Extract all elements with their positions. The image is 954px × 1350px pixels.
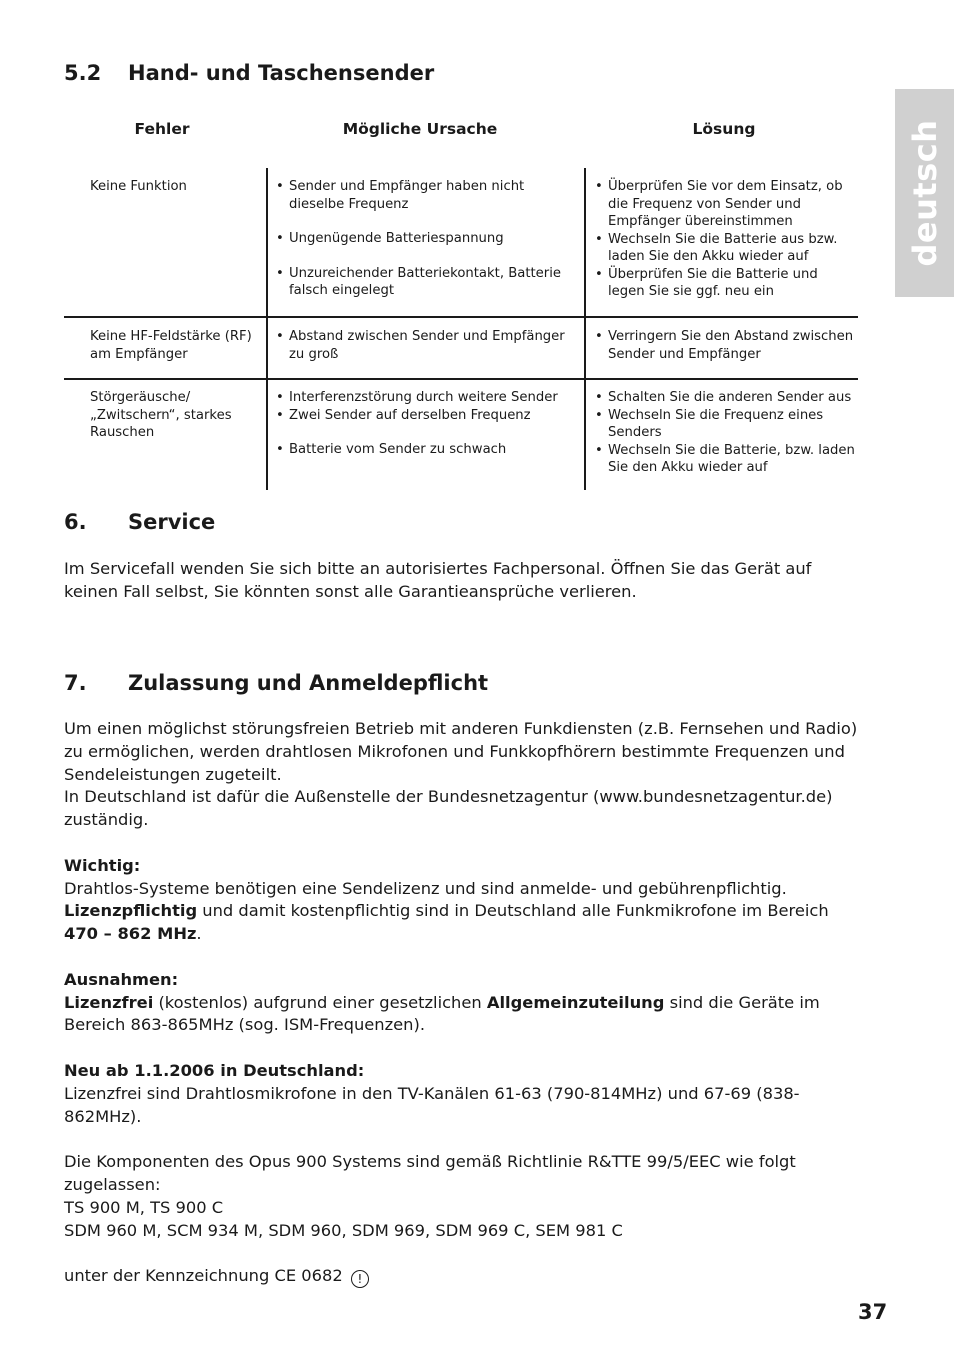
column-divider [266, 168, 268, 490]
table-row-2-causes [276, 328, 566, 363]
lizenz-paragraph [64, 900, 864, 923]
table-row-1-error [90, 178, 260, 196]
lizenz-bold: Lizenzpflichtig [64, 901, 198, 921]
table-row-3-error [90, 389, 260, 442]
section-number: 6. [64, 510, 87, 534]
section-number: 7. [64, 671, 87, 695]
section-heading-5-2 [64, 61, 434, 85]
frei-bold: Lizenzfrei [64, 992, 154, 1012]
section-title: Zulassung und Anmeldepflicht [128, 671, 489, 695]
service-paragraph [64, 558, 864, 604]
section-heading-6 [64, 510, 215, 534]
error-text: Störgeräusche/ [90, 390, 191, 405]
intro-paragraph: Um einen möglichst störungsfreien Betrieb mit anderen Funkdiensten (z.B. Fernsehen und Radio) zu ermöglichen, werden drahtlosen Mikrofonen und Funkkopfhörern bestimmte Frequenzen und Sendeleistungen zugeteilt. [64, 719, 858, 784]
cause-item: • Batterie vom Sender zu schwach [276, 441, 566, 459]
komponenten-line: Die Komponenten des Opus 900 Systems sind gemäß Richtlinie R&TTE 99/5/EEC wie folgt zugelassen: [64, 1152, 796, 1194]
table-row-1-causes [276, 178, 566, 300]
section-heading-7 [64, 671, 488, 695]
table-row-2-solutions [595, 328, 857, 363]
section-number: 5.2 [64, 61, 102, 85]
frei-text: (kostenlos) aufgrund einer gesetzlichen [153, 992, 487, 1012]
error-text: Rauschen [90, 425, 155, 440]
page-number: 37 [858, 1300, 888, 1324]
wichtig-text: Drahtlos-Systeme benötigen eine Sendelizenz und sind anmelde- und gebührenpflichtig. [64, 878, 787, 898]
lizenz-text: und damit kostenpflichtig sind in Deutschland alle Funkmikrofone im Bereich [197, 901, 829, 921]
solution-item: • Überprüfen Sie die Batterie und legen Sie sie ggf. neu ein [595, 266, 857, 301]
row-divider [64, 378, 858, 380]
language-tab [895, 89, 954, 297]
cause-item: • Interferenzstörung durch weitere Sender [276, 389, 566, 407]
solution-item: • Wechseln Sie die Frequenz eines Senders [595, 407, 857, 442]
column-divider [584, 168, 586, 490]
error-text: „Zwitschern“, starkes [90, 407, 232, 423]
wichtig-label: Wichtig: [64, 855, 141, 875]
error-text: Keine HF-Feldstärke (RF) [90, 329, 252, 344]
section-title: Hand- und Taschensender [128, 61, 435, 85]
table-row-3-causes [276, 389, 566, 459]
ce-paragraph [64, 1265, 864, 1288]
section-title: Service [128, 510, 216, 534]
table-header-loesung: Lösung [692, 120, 756, 138]
table-row-2-error [90, 328, 260, 363]
table-header-fehler: Fehler [134, 120, 190, 138]
frei-text: sind die Geräte im Bereich 863-865MHz (sog. ISM-Frequenzen). [64, 992, 820, 1035]
solution-item: • Verringern Sie den Abstand zwischen Sender und Empfänger [595, 328, 857, 363]
cause-item: • Zwei Sender auf derselben Frequenz [276, 407, 566, 425]
solution-item: • Wechseln Sie die Batterie aus bzw. laden Sie den Akku wieder auf [595, 231, 857, 266]
komponenten-line: SDM 960 M, SCM 934 M, SDM 960, SDM 969, SDM 969 C, SEM 981 C [64, 1220, 623, 1240]
language-tab-label: deutsch [905, 119, 944, 267]
range-end: . [196, 924, 202, 944]
error-text: am Empfänger [90, 346, 188, 362]
table-row-3-solutions [595, 389, 857, 477]
cause-item: • Ungenügende Batteriespannung [276, 230, 566, 248]
cause-item: • Sender und Empfänger haben nicht dieselbe Frequenz [276, 178, 566, 213]
solution-item: • Schalten Sie die anderen Sender aus [595, 389, 857, 407]
cause-item: • Unzureichender Batteriekontakt, Batterie falsch eingelegt [276, 265, 566, 300]
solution-item: • Überprüfen Sie vor dem Einsatz, ob die Frequenz von Sender und Empfänger übereinstimmen [595, 178, 857, 231]
service-text: Im Servicefall wenden Sie sich bitte an autorisiertes Fachpersonal. Öffnen Sie das Gerät auf keinen Fall selbst, Sie könnten sonst alle Garantieansprüche verlieren. [64, 559, 812, 601]
table-row-1-solutions [595, 178, 857, 301]
germany-paragraph: In Deutschland ist dafür die Außenstelle der Bundesnetzagentur (www.bundesnetzagentur.de) zuständig. [64, 787, 833, 830]
alert-circle-icon: ! [351, 1270, 369, 1288]
ce-text: unter der Kennzeichnung CE 0682 [64, 1266, 343, 1286]
ausnahmen-label: Ausnahmen: [64, 969, 179, 989]
ausnahmen-paragraph [64, 992, 864, 1038]
row-divider [64, 316, 858, 318]
range-paragraph [64, 923, 864, 946]
range-bold: 470 – 862 MHz [64, 924, 197, 944]
neu-label: Neu ab 1.1.2006 in Deutschland: [64, 1060, 365, 1080]
error-text: Keine Funktion [90, 179, 187, 194]
cause-item: • Abstand zwischen Sender und Empfänger zu groß [276, 328, 566, 363]
solution-item: • Wechseln Sie die Batterie, bzw. laden Sie den Akku wieder auf [595, 442, 857, 477]
approval-body [64, 718, 864, 1288]
allgemeinzuteilung-bold: Allgemeinzuteilung [486, 992, 665, 1012]
komponenten-line: TS 900 M, TS 900 C [64, 1197, 224, 1217]
neu-text: Lizenzfrei sind Drahtlosmikrofone in den TV-Kanälen 61-63 (790-814MHz) und 67-69 (838-862MHz). [64, 1083, 800, 1126]
table-header-ursache: Mögliche Ursache [342, 120, 498, 138]
